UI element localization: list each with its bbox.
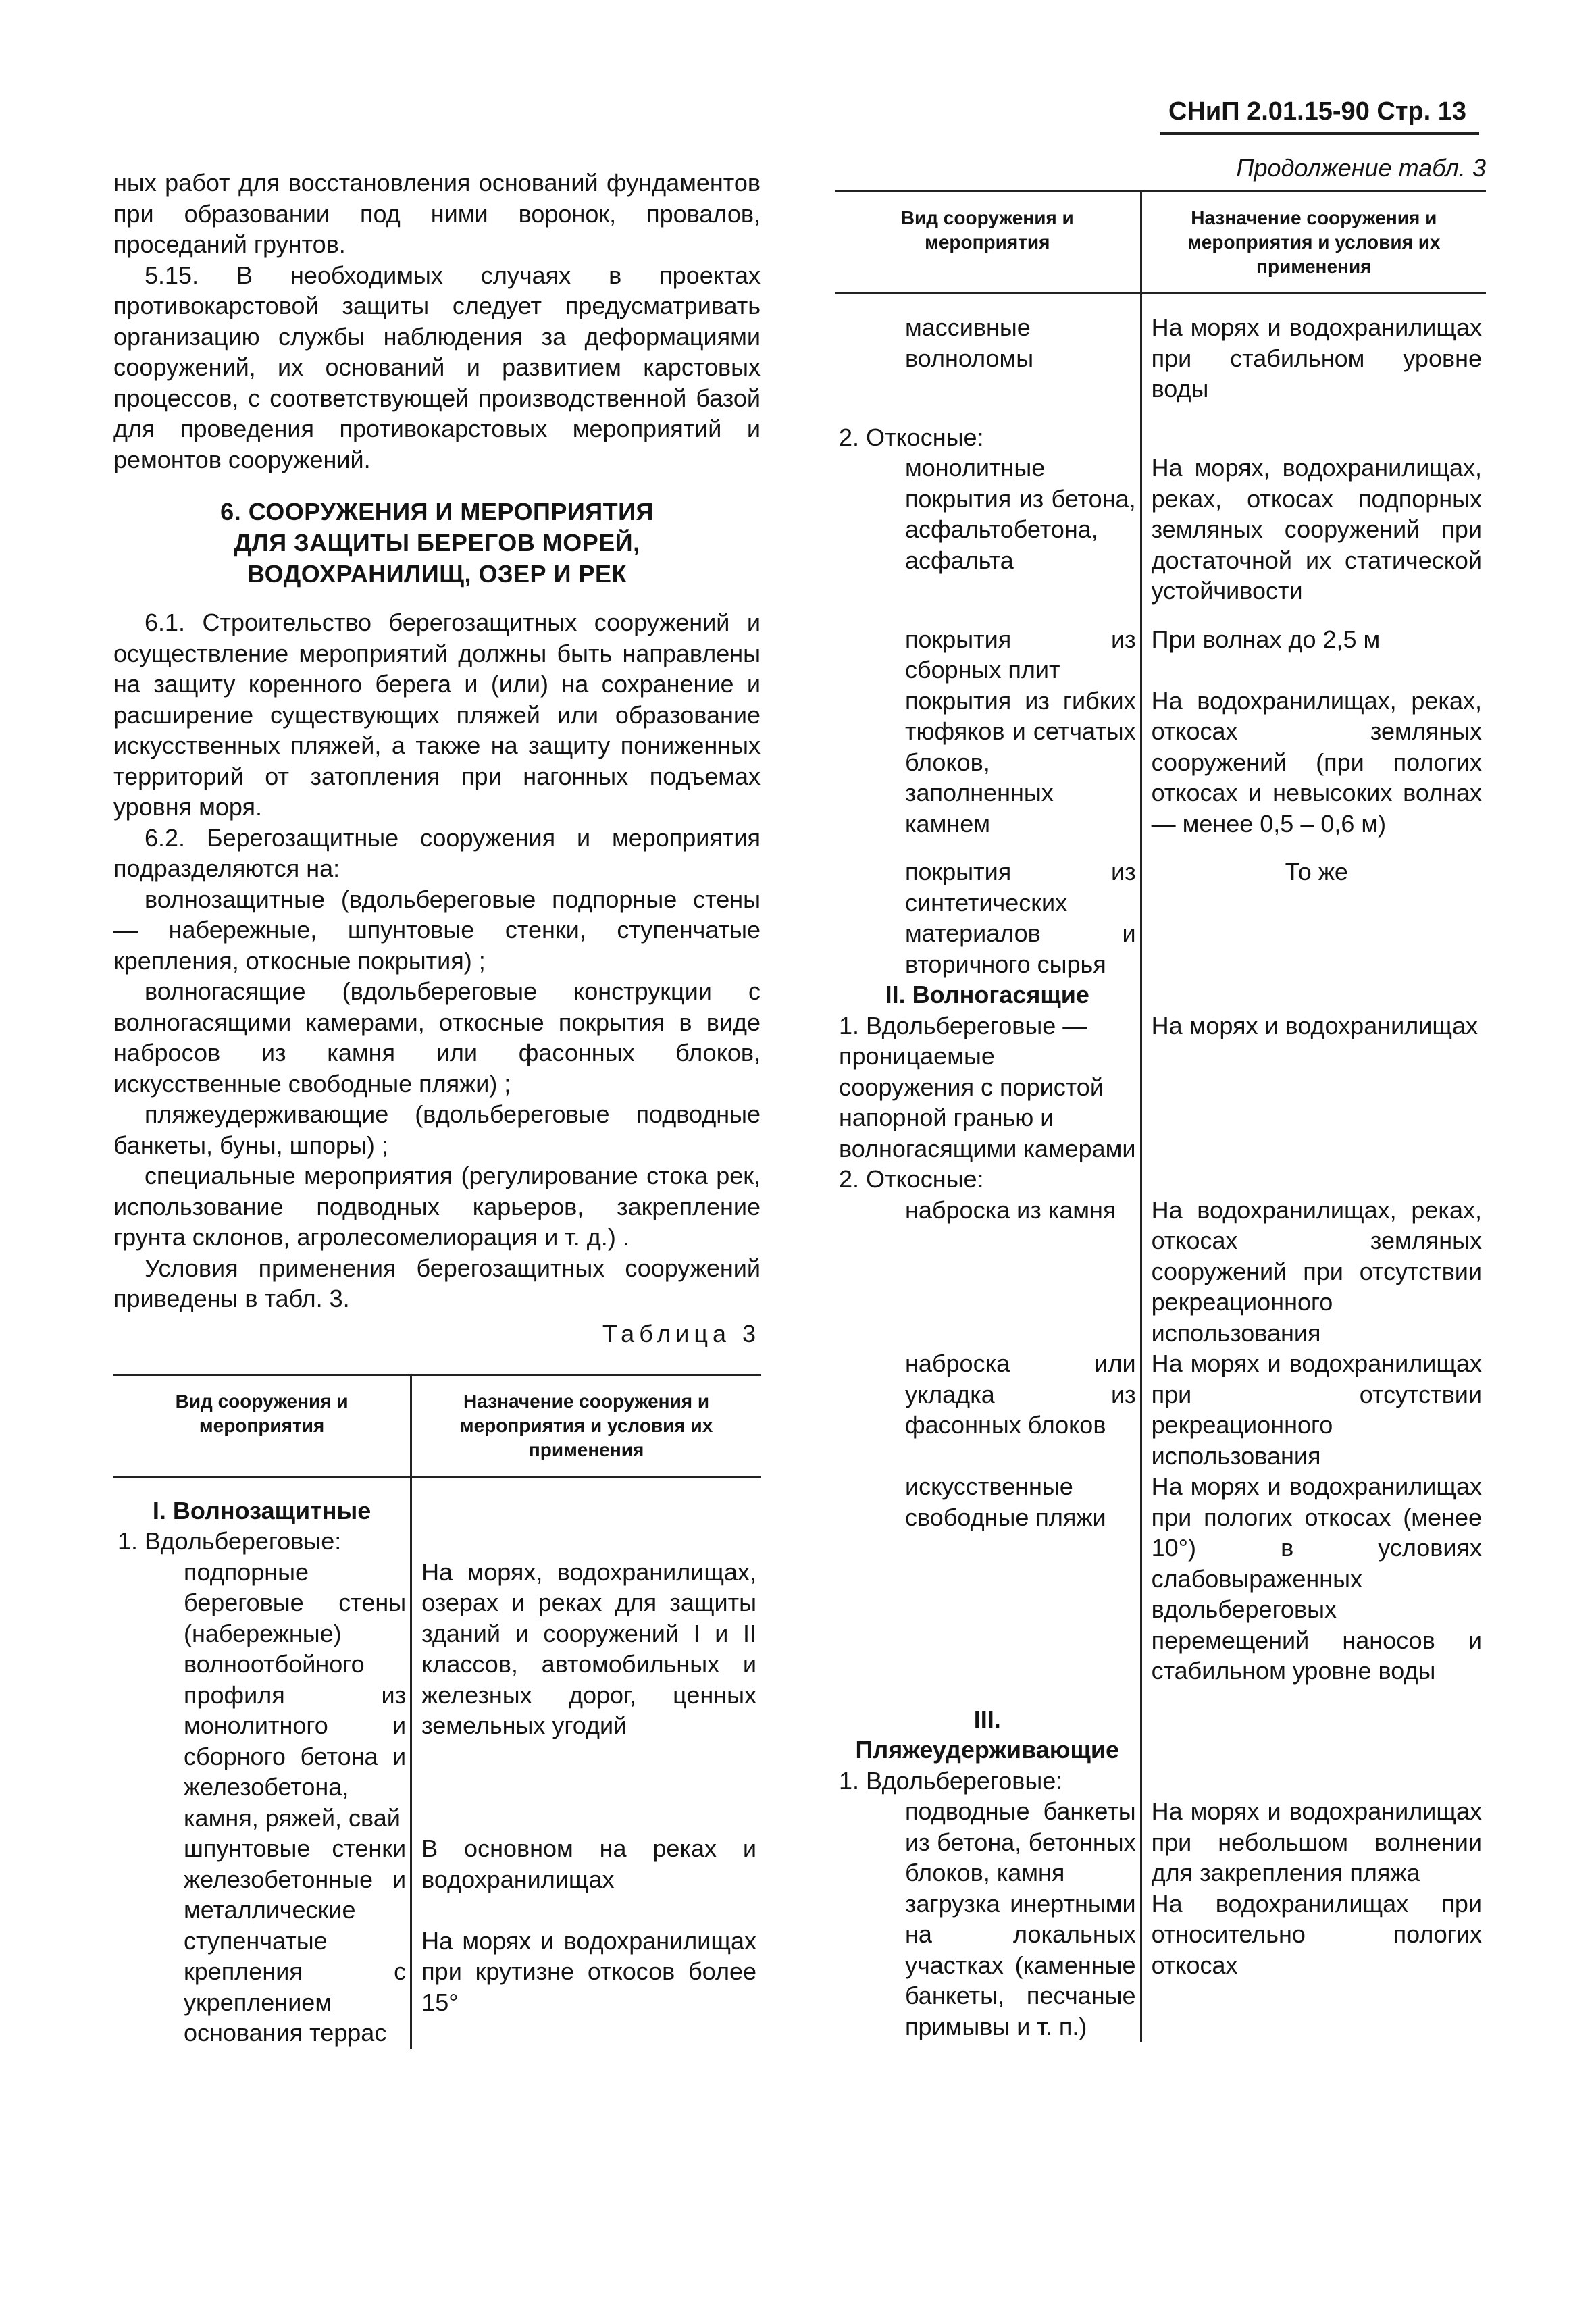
table-row xyxy=(113,1476,761,1526)
structure-type: шпунтовые стенки железобетонные и металлические xyxy=(113,1833,411,1926)
group-label: 1. Вдольбереговые: xyxy=(835,1766,1141,1797)
table-row xyxy=(835,1195,1486,1349)
page-header: СНиП 2.01.15-90 Стр. 13 xyxy=(1168,97,1467,126)
table-row xyxy=(113,1833,761,1926)
table-row xyxy=(835,856,1486,979)
table-continuation-caption: Продолжение табл. 3 xyxy=(1236,154,1486,182)
table-row xyxy=(113,1926,761,2049)
heading-line: 6. СООРУЖЕНИЯ И МЕРОПРИЯТИЯ xyxy=(220,498,654,525)
group-label: 1. Вдольбереговые: xyxy=(113,1526,411,1557)
table-row xyxy=(113,1526,761,1557)
section-label: II. Волногасящие xyxy=(835,979,1141,1010)
table-3 xyxy=(113,1374,761,2049)
heading-line: ДЛЯ ЗАЩИТЫ БЕРЕГОВ МОРЕЙ, xyxy=(234,529,640,557)
group-label: 2. Откосные: xyxy=(835,422,1141,453)
table-row xyxy=(835,979,1486,1010)
structure-type: покрытия из гибких тюфяков и сетчатых блоков, заполненных камнем xyxy=(835,686,1141,840)
structure-type: наброска из камня xyxy=(835,1195,1141,1349)
structure-type: монолитные покрытия из бетона, асфальтобетона, асфальта xyxy=(835,453,1141,607)
list-item: волнозащитные (вдольбереговые подпорные стены — набережные, шпунтовые стенки, ступенчатые крепления, откосные покрытия) ; xyxy=(113,885,761,975)
structure-type: 1. Вдольбереговые — проницаемые сооружения с пористой напорной гранью и волногасящими камерами xyxy=(835,1010,1141,1164)
column-header: Назначение сооружения и мероприятия и условия их применения xyxy=(459,1390,713,1460)
table-row xyxy=(835,1471,1486,1687)
table-row xyxy=(835,1796,1486,1888)
structure-purpose: В основном на реках и водохранилищах xyxy=(421,1834,756,1893)
header-rule xyxy=(1160,132,1479,135)
structure-type: подпорные береговые стены (набережные) волноотбойного профиля из монолитного и сборного бетона и железобетона, камня, ряжей, свай xyxy=(113,1557,411,1834)
list-item: пляжеудерживающие (вдольбереговые подводные банкеты, буны, шпоры) ; xyxy=(113,1100,761,1159)
table-row xyxy=(835,624,1486,686)
structure-type: наброска или укладка из фасонных блоков xyxy=(835,1348,1141,1471)
structure-purpose: На морях и водохранилищах при отсутствии рекреационного использования xyxy=(1151,1349,1482,1470)
table-row xyxy=(835,453,1486,607)
paragraph-5-15: 5.15. В необходимых случаях в проектах противокарстовой защиты следует предусматривать организацию службы наблюдения за деформациями сооружений, их оснований и развитием карстовых процессов, с соответствующей производственной базой для проведения противокарстовых мероприятий и ремонтов сооружений. xyxy=(113,261,761,473)
table-row xyxy=(835,1348,1486,1471)
structure-type: покрытия из синтетических материалов и вторичного сырья xyxy=(835,856,1141,979)
section-heading xyxy=(113,496,761,590)
structure-purpose: На водохранилищах при относительно пологих откосах xyxy=(1151,1889,1482,1979)
paragraph-6-2: 6.2. Берегозащитные сооружения и мероприятия подразделяются на: xyxy=(113,823,761,882)
structure-purpose: На морях и водохранилищах при небольшом волнении для закрепления пляжа xyxy=(1151,1797,1482,1886)
list-item: волногасящие (вдольбереговые конструкции с волногасящими камерами, откосные покрытия в виде набросов из камня или фасонных блоков, искусственные свободные пляжи) ; xyxy=(113,977,761,1098)
table-header-row xyxy=(835,192,1486,294)
section-label: I. Волнозащитные xyxy=(113,1476,411,1526)
table-row xyxy=(835,294,1486,405)
heading-line: ВОДОХРАНИЛИЩ, ОЗЕР И РЕК xyxy=(247,560,627,588)
structure-purpose: При волнах до 2,5 м xyxy=(1151,625,1381,653)
table-caption: Таблица 3 xyxy=(602,1319,761,1347)
table-3-continued xyxy=(835,190,1486,2042)
structure-purpose: На морях и водохранилищах при крутизне откосов более 15° xyxy=(421,1926,756,2016)
table-row xyxy=(835,1164,1486,1195)
table-header-row xyxy=(113,1374,761,1476)
paragraph-6-1: 6.1. Строительство берегозащитных сооружений и осуществление мероприятий должны быть направлены на защиту коренного берега и (или) на сохранение и расширение существующих пляжей или образование искусственных пляжей, а также на защиту пониженных территорий от затопления при нагонных подъемах уровня моря. xyxy=(113,609,761,821)
section-label: III. Пляжеудерживающие xyxy=(835,1704,1141,1766)
structure-type: массивные волноломы xyxy=(835,294,1141,405)
structure-purpose: На морях, водохранилищах, реках, откосах подпорных земляных сооружений при достаточной их статической устойчивости xyxy=(1151,454,1482,605)
paragraph-continuation: ных работ для восстановления оснований фундаментов при образовании под ними воронок, провалов, проседаний грунтов. xyxy=(113,169,761,258)
table-row xyxy=(835,1704,1486,1766)
table-row xyxy=(835,1010,1486,1164)
structure-purpose: На морях и водохранилищах при стабильном уровне воды xyxy=(1151,313,1482,403)
structure-purpose: То же xyxy=(1285,858,1348,885)
structure-purpose: На морях, водохранилищах, озерах и реках для защиты зданий и сооружений I и II классов, автомобильных и железных дорог, ценных земельных угодий xyxy=(421,1558,756,1739)
group-label: 2. Откосные: xyxy=(835,1164,1141,1195)
column-header: Назначение сооружения и мероприятия и условия их применения xyxy=(1187,207,1441,277)
structure-purpose: На водохранилищах, реках, откосах земляных сооружений при отсутствии рекреационного использования xyxy=(1151,1195,1482,1347)
right-column xyxy=(835,154,1486,2042)
table-row xyxy=(835,1766,1486,1797)
structure-type: подводные банкеты из бетона, бетонных блоков, камня xyxy=(835,1796,1141,1888)
structure-type: загрузка инертными на локальных участках (каменные банкеты, песчаные примывы и т. п.) xyxy=(835,1888,1141,2042)
left-column xyxy=(113,168,761,2049)
column-header: Вид сооружения и мероприятия xyxy=(113,1374,411,1476)
table-row xyxy=(113,1557,761,1834)
structure-type: ступенчатые крепления с укреплением основания террас xyxy=(113,1926,411,2049)
table-row xyxy=(835,686,1486,840)
list-item: специальные мероприятия (регулирование стока рек, использование подводных карьеров, закрепление грунта склонов, агролесомелиорация и т. д.) . xyxy=(113,1162,761,1251)
structure-type: покрытия из сборных плит xyxy=(835,624,1141,686)
structure-type: искусственные свободные пляжи xyxy=(835,1471,1141,1687)
structure-purpose: На морях и водохранилищах xyxy=(1151,1011,1478,1039)
column-header: Вид сооружения и мероприятия xyxy=(835,192,1141,294)
table-row xyxy=(835,1888,1486,2042)
structure-purpose: На водохранилищах, реках, откосах земляных сооружений (при пологих откосах и невысоких волнах — менее 0,5 – 0,6 м) xyxy=(1151,686,1482,838)
paragraph-conditions: Условия применения берегозащитных сооружений приведены в табл. 3. xyxy=(113,1254,761,1312)
structure-purpose: На морях и водохранилищах при пологих откосах (менее 10°) в условиях слабовыраженных вдольбереговых перемещений наносов и стабильном уровне воды xyxy=(1151,1472,1482,1685)
table-row xyxy=(835,422,1486,453)
